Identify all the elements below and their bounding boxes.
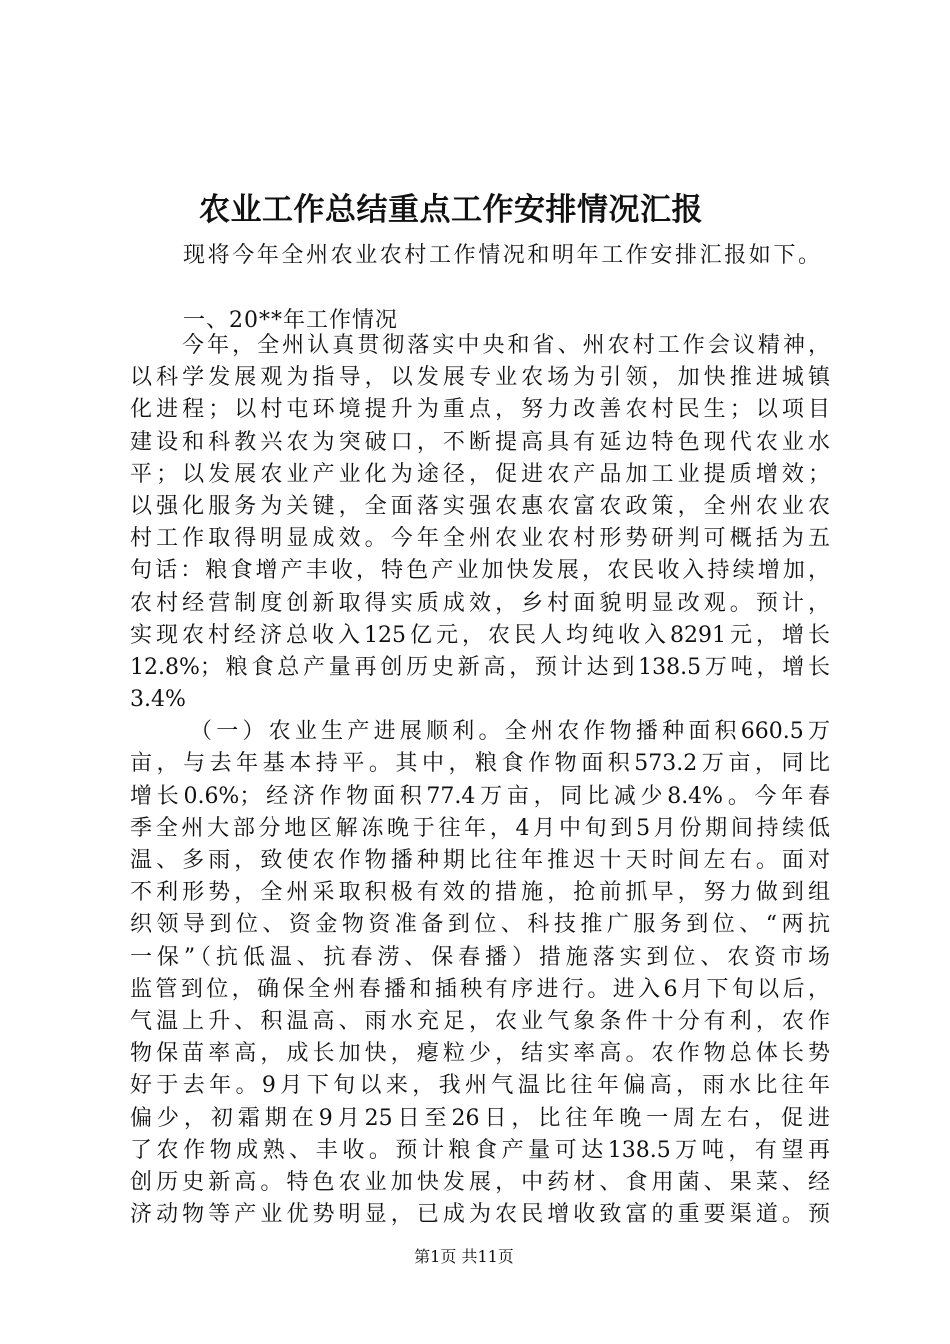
paragraph-2-line: 创历史新高。特色农业加快发展，中药材、食用菌、果菜、经: [130, 1169, 830, 1195]
page-number-footer: 第1页 共11页: [414, 1247, 514, 1266]
paragraph-2-line: 一保”（抗低温、抗春涝、保春播）措施落实到位、农资市场: [130, 944, 830, 970]
paragraph-2-line: 气温上升、积温高、雨水充足，农业气象条件十分有利，农作: [130, 1008, 830, 1034]
paragraph-2-line: 季全州大部分地区解冻晚于往年，4月中旬到5月份期间持续低: [130, 815, 830, 841]
paragraph-1-line: 村工作取得明显成效。今年全州农业农村形势研判可概括为五: [130, 526, 830, 552]
document-title: 农业工作总结重点工作安排情况汇报: [199, 192, 703, 228]
paragraph-2-line: 温、多雨，致使农作物播种期比往年推迟十天时间左右。面对: [130, 848, 830, 873]
paragraph-1-line: 今年，全州认真贯彻落实中央和省、州农村工作会议精神，: [182, 333, 830, 358]
paragraph-2-line: 好于去年。9月下旬以来，我州气温比往年偏高，雨水比往年: [130, 1073, 830, 1099]
paragraph-2-line: 不利形势，全州采取积极有效的措施，抢前抓早，努力做到组: [130, 880, 830, 906]
paragraph-2-line: 增长0.6%；经济作物面积77.4万亩，同比减少8.4%。今年春: [130, 783, 830, 809]
paragraph-1-line: 12.8%；粮食总产量再创历史新高，预计达到138.5万吨，增长: [130, 654, 830, 680]
paragraph-1-line: 平；以发展农业产业化为途径，促进农产品加工业提质增效；: [130, 461, 830, 487]
paragraph-1-line: 实现农村经济总收入125亿元，农民人均纯收入8291元，增长: [130, 622, 830, 648]
body-text: [130, 330, 830, 1231]
paragraph-1-line: 建设和科教兴农为突破口，不断提高具有延边特色现代农业水: [130, 429, 830, 455]
intro-sentence: 现将今年全州农业农村工作情况和明年工作安排汇报如下。: [183, 243, 823, 268]
paragraph-2-line: 偏少，初霜期在9月25日至26日，比往年晚一周左右，促进: [130, 1105, 830, 1131]
paragraph-2-line: 物保苗率高，成长加快，瘪粒少，结实率高。农作物总体长势: [130, 1041, 830, 1067]
paragraph-1-line: 句话：粮食增产丰收，特色产业加快发展，农民收入持续增加，: [130, 558, 830, 584]
paragraph-1-line: 以科学发展观为指导，以发展专业农场为引领，加快推进城镇: [130, 365, 830, 391]
paragraph-2-line: 济动物等产业优势明显，已成为农民增收致富的重要渠道。预: [130, 1202, 830, 1228]
paragraph-1-line: 农村经营制度创新取得实质成效，乡村面貌明显改观。预计，: [130, 590, 830, 616]
section-heading: 一、20**年工作情况: [183, 308, 398, 333]
paragraph-1-line: 化进程；以村屯环境提升为重点，努力改善农村民生；以项目: [130, 397, 830, 423]
paragraph-2-line: 了农作物成熟、丰收。预计粮食产量可达138.5万吨，有望再: [130, 1137, 830, 1163]
paragraph-1-line: 以强化服务为关键，全面落实强农惠农富农政策，全州农业农: [130, 493, 830, 519]
paragraph-1-line: 3.4%: [130, 687, 186, 713]
paragraph-2-line: （一）农业生产进展顺利。全州农作物播种面积660.5万: [190, 719, 830, 745]
paragraph-2-line: 织领导到位、资金物资准备到位、科技推广服务到位、“两抗: [130, 912, 830, 938]
paragraph-2-line: 亩，与去年基本持平。其中，粮食作物面积573.2万亩，同比: [130, 751, 830, 777]
paragraph-2-line: 监管到位，确保全州春播和插秧有序进行。进入6月下旬以后，: [130, 976, 830, 1002]
